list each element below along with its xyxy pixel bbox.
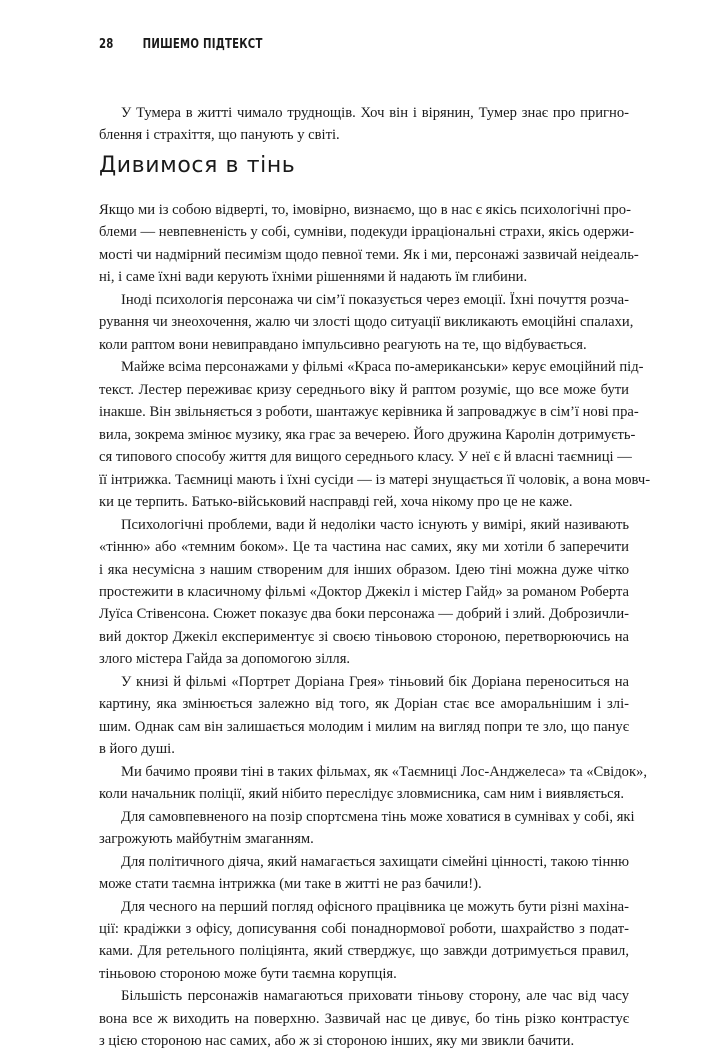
intro-paragraph: [99, 102, 629, 147]
text-line: Луїса Стівенсона. Сюжет показує два боки персонажа — добрий і злий. Доброзичли-: [99, 606, 630, 623]
text-line: загрожують майбутнім змаганням.: [99, 831, 314, 848]
text-line: злого містера Гайда за допомогою зілля.: [99, 651, 351, 668]
text-line: Психологічні проблеми, вади й недоліки часто існують у вимірі, який називають: [121, 516, 629, 533]
text-line: тіньовою стороною може бути таємна корупція.: [99, 965, 397, 982]
text-line: блення і страхіття, що панують у світі.: [99, 127, 340, 144]
text-line: У Тумера в житті чимало труднощів. Хоч він і вірянин, Тумер знає про пригно-: [121, 105, 629, 121]
text-line: коли раптом вони невиправдано імпульсивно реагують на те, що відбувається.: [99, 336, 587, 353]
text-line: може стати таємна інтрижка (ми таке в житті не раз бачили!).: [99, 876, 482, 893]
text-line: інакше. Він звільняється з роботи, шантажує керівника й запроваджує в сім’ї нові пра-: [99, 404, 639, 421]
text-line: шим. Однак сам він залишається молодим і милим на вигляд попри те зло, що панує: [99, 718, 629, 735]
text-line: Майже всіма персонажами у фільмі «Краса по-американськи» керує емоційний під-: [121, 359, 644, 376]
text-line: Для самовпевненого на позір спортсмена тінь може ховатися в сумнівах у собі, які: [121, 808, 635, 825]
text-line: блеми — невпевненість у собі, сумніви, подекуди ірраціональні страхи, якісь одержи-: [99, 224, 634, 241]
text-line: У книзі й фільмі «Портрет Доріана Грея» тіньовий бік Доріана переноситься на: [121, 673, 629, 690]
text-line: ся типового способу життя для вищого середнього класу. У неї є й власні таємниці —: [99, 449, 632, 466]
text-line: Для чесного на перший погляд офісного працівника це можуть бути різні махіна-: [121, 898, 629, 915]
text-line: ції: крадіжки з офісу, дописування собі понаднормової роботи, шахрайство з подат-: [99, 921, 629, 937]
text-line: вий доктор Джекіл експериментує зі своєю тіньовою стороною, перетворюючись на: [99, 628, 629, 645]
section-heading: Дивимося в тінь: [99, 153, 296, 178]
text-line: «тінню» або «темним боком». Це та частина нас самих, яку ми хотіли б заперечити: [99, 539, 629, 556]
text-line: картину, яка змінюється залежно від того, як Доріан стає все аморальнішим і злі-: [99, 696, 629, 713]
text-line: з цією стороною нас самих, або ж зі стороною інших, яку ми звикли бачити.: [99, 1033, 575, 1050]
text-line: простежити в класичному фільмі «Доктор Джекіл і містер Гайд» за романом Роберта: [99, 583, 629, 600]
text-line: ні, і саме їхні вади керують їхніми рішеннями й надають їм глибини.: [99, 269, 528, 286]
text-line: Для політичного діяча, який намагається захищати сімейні цінності, такою тінню: [121, 853, 629, 870]
text-line: Більшість персонажів намагаються приховати тіньову сторону, але час від часу: [121, 988, 629, 1005]
text-line: і яка несумісна з нашим створеним для інших образом. Ідею тіні можна дуже чітко: [99, 561, 629, 578]
text-line: Ми бачимо прояви тіні в таких фільмах, як «Таємниці Лос-Анджелеса» та «Свідок»,: [121, 763, 647, 780]
text-line: рування чи знеохочення, жалю чи злості щодо ситуації викликають емоційні спалахи,: [99, 314, 634, 331]
text-line: вила, зокрема змінює музику, яка грає за вечерею. Його дружина Каролін дотримуєть-: [99, 426, 636, 443]
text-line: мості чи надмірний песимізм щодо певної теми. Як і ми, персонажі зазвичай неідеаль-: [99, 246, 639, 263]
text-line: ки це терпить. Батько-військовий насправді гей, хоча нікому про це не каже.: [99, 494, 573, 511]
text-line: вона все ж виходить на поверхню. Зазвичай нас це дивує, бо тінь різко контрастує: [99, 1010, 629, 1027]
text-line: текст. Лестер переживає кризу середнього віку й раптом розуміє, що все може бути: [99, 381, 629, 398]
running-header: [99, 37, 263, 52]
page-number: 28: [99, 37, 114, 52]
section-body: [99, 199, 651, 1053]
text-line: в його душі.: [99, 741, 175, 758]
text-line: коли начальник поліції, який нібито переслідує зловмисника, сам ним і виявляється.: [99, 786, 625, 803]
text-line: Якщо ми із собою відверті, то, імовірно, визнаємо, що в нас є якісь психологічні про-: [99, 202, 631, 218]
text-line: її інтрижка. Таємниці мають і їхні сусіди — із матері знущається її чоловік, а вона мовч-: [99, 471, 651, 488]
text-line: ками. Для ретельного поліціянта, який стверджує, що завжди дотримується правил,: [99, 943, 629, 960]
running-title: ПИШЕМО ПІДТЕКСТ: [142, 37, 263, 52]
text-line: Іноді психологія персонажа чи сім’ї показується через емоції. Їхні почуття розча-: [121, 291, 629, 308]
